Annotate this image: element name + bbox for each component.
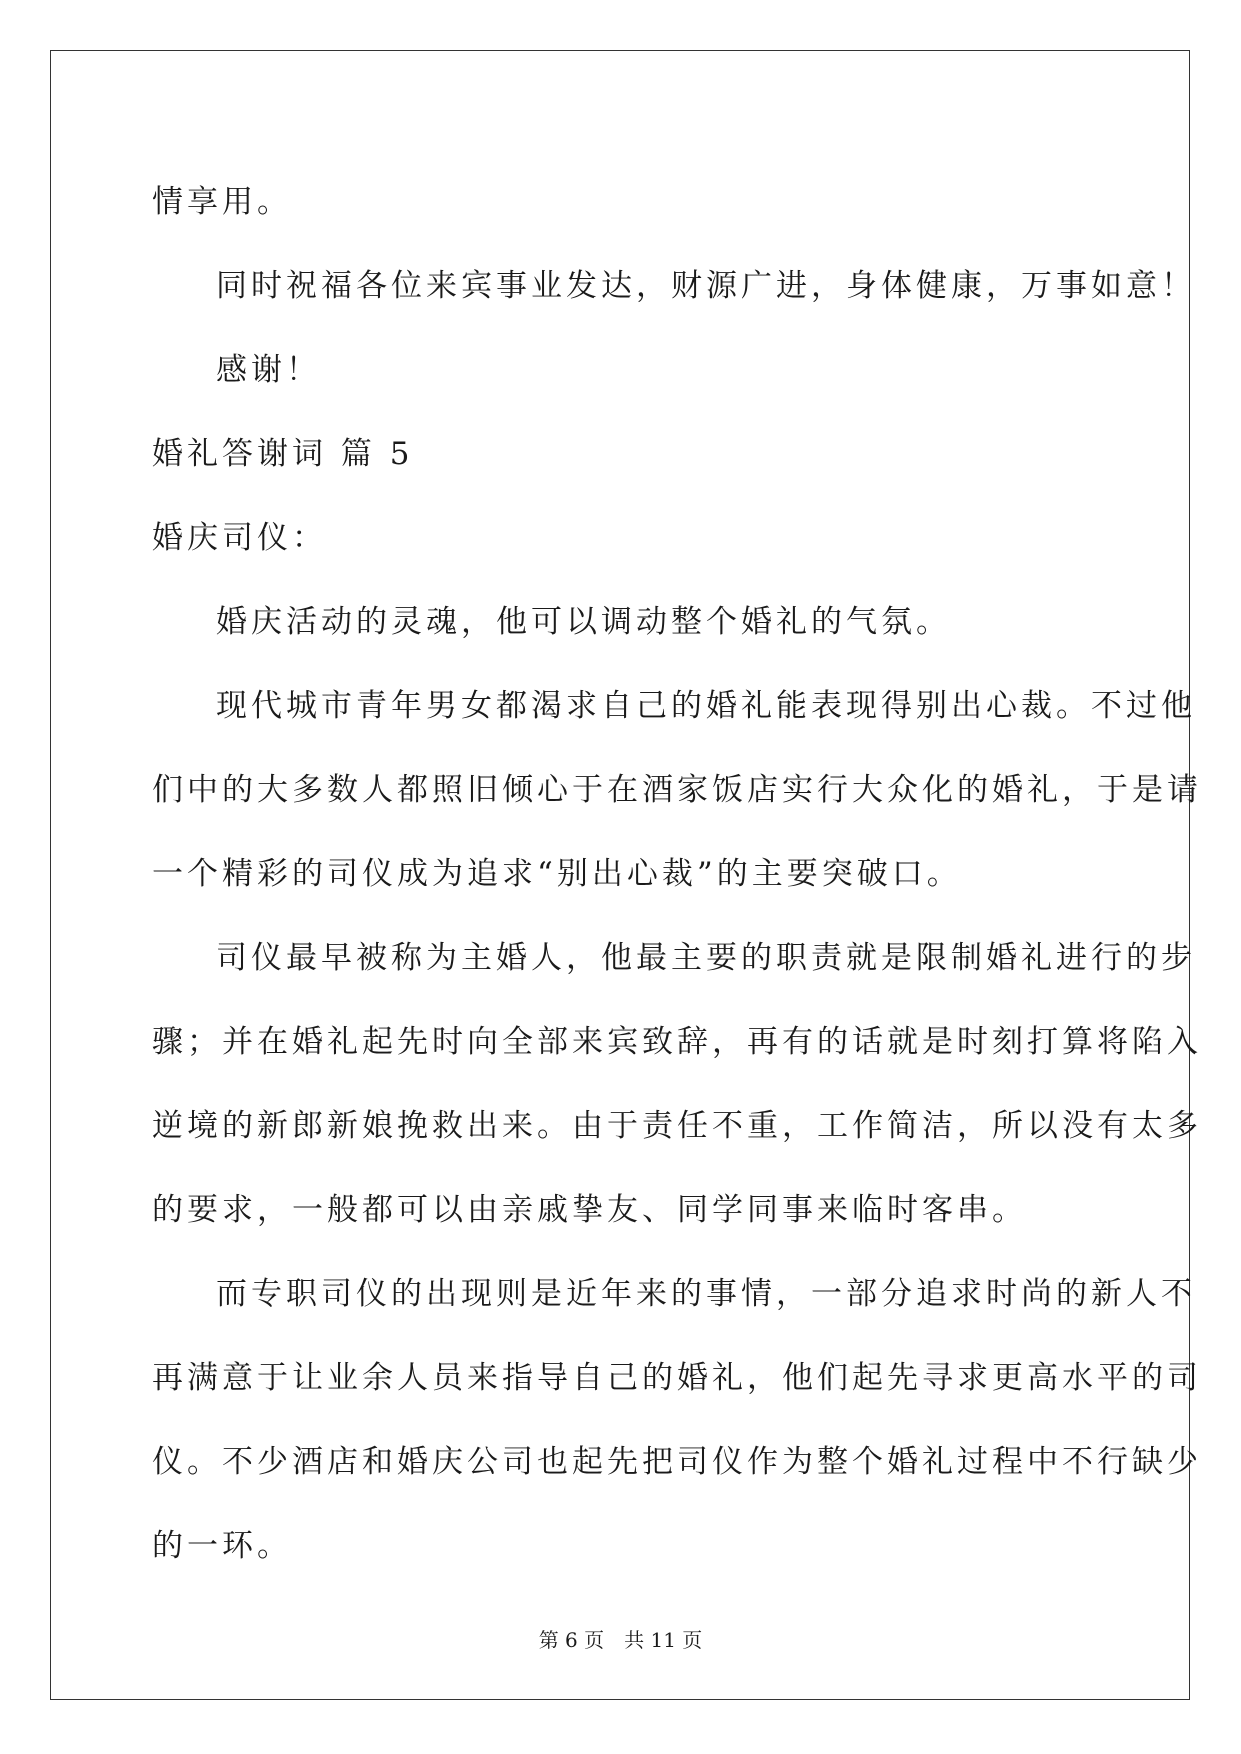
page-number-footer: 第 6 页 共 11 页 bbox=[538, 1628, 703, 1652]
text-line: 司仪最早被称为主婚人，他最主要的职责就是限制婚礼进行的步 bbox=[216, 940, 1196, 976]
text-line: 感谢！ bbox=[216, 352, 321, 388]
text-line: 婚庆活动的灵魂，他可以调动整个婚礼的气氛。 bbox=[216, 604, 951, 640]
text-line: 婚庆司仪： bbox=[152, 520, 327, 556]
text-line: 的一环。 bbox=[152, 1528, 292, 1564]
section-heading: 婚礼答谢词 篇 5 bbox=[152, 436, 414, 472]
text-line: 们中的大多数人都照旧倾心于在酒家饭店实行大众化的婚礼，于是请 bbox=[152, 772, 1202, 808]
text-line: 逆境的新郎新娘挽救出来。由于责任不重，工作简洁，所以没有太多 bbox=[152, 1108, 1202, 1144]
text-line: 情享用。 bbox=[152, 184, 292, 220]
text-line: 再满意于让业余人员来指导自己的婚礼，他们起先寻求更高水平的司 bbox=[152, 1360, 1202, 1396]
text-line: 的要求，一般都可以由亲戚挚友、同学同事来临时客串。 bbox=[152, 1192, 1027, 1228]
text-line: 骤；并在婚礼起先时向全部来宾致辞，再有的话就是时刻打算将陷入 bbox=[152, 1024, 1202, 1060]
text-line: 而专职司仪的出现则是近年来的事情，一部分追求时尚的新人不 bbox=[216, 1276, 1196, 1312]
text-line: 一个精彩的司仪成为追求“别出心裁”的主要突破口。 bbox=[152, 856, 962, 892]
text-line: 同时祝福各位来宾事业发达，财源广进，身体健康，万事如意！ bbox=[216, 268, 1196, 304]
text-line: 仪。不少酒店和婚庆公司也起先把司仪作为整个婚礼过程中不行缺少 bbox=[152, 1444, 1202, 1480]
document-body bbox=[152, 160, 1202, 1588]
text-line: 现代城市青年男女都渴求自己的婚礼能表现得别出心裁。不过他 bbox=[216, 688, 1196, 724]
